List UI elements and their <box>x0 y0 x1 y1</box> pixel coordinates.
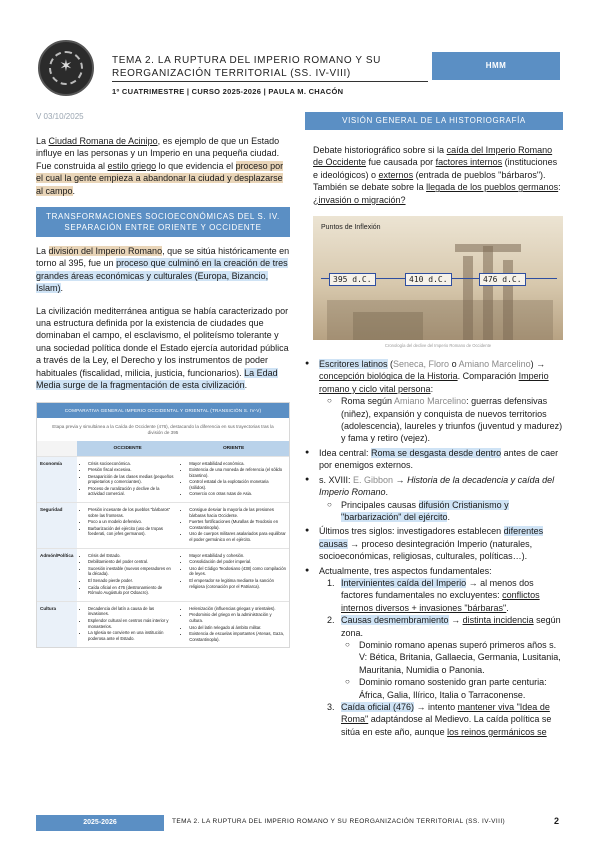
comparison-grid <box>37 441 289 648</box>
page-footer <box>0 815 600 833</box>
list-item: ● Escritores latinos (Seneca, Floro o Amiano Marcelino) → concepción biológica de la Historia. Comparación Imperio romano y ciclo vital persona: ○ Roma según Amiano Marcelino: guerras defensivas (niñez), expansión y conquista de nuevos territorios (adolescencia), laureles y triunfos (juventud y madurez) y fama y retiro (vejez). <box>305 358 563 445</box>
list-item: • El emperador se legitima mediante la sanción religiosa (coronación por el Patriarca). <box>189 578 286 589</box>
table-row <box>37 548 289 601</box>
list-item: • Uso del Código Teodosiano (438) como compilación de leyes. <box>189 566 286 577</box>
section-title-transformaciones: TRANSFORMACIONES SOCIOECONÓMICAS DEL S. IV. SEPARACIÓN ENTRE ORIENTE Y OCCIDENTE <box>36 207 290 237</box>
document-subtitle: 1º CUATRIMESTRE | CURSO 2025-2026 | PAULA M. CHACÓN <box>112 87 344 96</box>
list-item: • Caída oficial en 476 (destronamiento de Rómulo Augústulo por Odoacro). <box>88 585 175 596</box>
list-item: • Control estatal de la explotación monetaria (sólidos). <box>189 479 286 490</box>
list-item: ● Idea central: Roma se desgasta desde dentro antes de caer por enemigos externos. <box>305 447 563 472</box>
debate-paragraph: Debate historiográfico sobre si la caída del Imperio Romano de Occidente fue causada por factores internos (instituciones e ideológicos) o externos (entrada de pueblos "bárbaros"). También se debate sobre la llegada de los pueblos germanos: ¿invasión o migración? <box>313 145 561 205</box>
version-label: V 03/10/2025 <box>36 112 84 121</box>
list-item: • Sucesión inestable (nuevos emperadores en la década). <box>88 566 175 577</box>
header-title-block <box>112 54 432 96</box>
list-item: • La Iglesia se convierte en una institución poderosa ante el Estado. <box>88 630 175 641</box>
year-marker-476: 476 d.C. <box>479 273 526 286</box>
document-title: TEMA 2. LA RUPTURA DEL IMPERIO ROMANO Y SU REORGANIZACIÓN TERRITORIAL (SS. IV-VIII) <box>112 55 381 79</box>
column-header-occidente: OCCIDENTE <box>77 441 178 457</box>
list-item: • Crisis socioeconómica. <box>88 461 175 467</box>
footer-year: 2025-2026 <box>36 815 164 831</box>
year-marker-395: 395 d.C. <box>329 273 376 286</box>
list-item: • Debilitamiento del poder central. <box>88 559 175 565</box>
list-item: • Crisis del Estado. <box>88 553 175 559</box>
title-divider <box>112 81 428 82</box>
numbered-item: 2. Causas desmembramiento → distinta incidencia según zona. ○ Dominio romano apenas superó primeros años s. V: Bética, Britania, Gallaecia, Germania, Lusitania, Mauritania, Numidia o Panonia. ○ Dominio romano sostenido gran parte centuria: África, Galia, Ilírico, Italia o Tarraconense. <box>327 614 563 701</box>
list-item: • Uso de cuerpos militares asalariados para equilibrar el poder germánico en el ejército. <box>189 531 286 542</box>
corner-cell <box>37 441 77 457</box>
cell-oriente <box>178 548 289 601</box>
historiography-list <box>305 358 563 738</box>
list-item: • Proceso de ruralización y declive de la actividad comercial. <box>88 486 175 497</box>
list-item: • Consigue desviar la mayoría de las presiones bárbaras hacia Occidente. <box>189 507 286 518</box>
subject-badge: HMM <box>432 52 560 80</box>
cell-oriente <box>178 503 289 549</box>
row-label: Economía <box>37 456 77 503</box>
row-label: Seguridad <box>37 503 77 549</box>
year-marker-410: 410 d.C. <box>405 273 452 286</box>
figure-label: Puntos de Inflexión <box>321 224 381 232</box>
column-header-oriente: ORIENTE <box>178 441 289 457</box>
row-label: Admón/Política <box>37 548 77 601</box>
list-item: • Uso del latín relegado al ámbito militar. <box>189 625 286 631</box>
cell-oriente <box>178 456 289 503</box>
list-item: ● Actualmente, tres aspectos fundamentales: 1. Intervinientes caída del Imperio → al menos dos factores fundamentales no excluyentes: conflictos internos diversos + invasiones "bárbaras". 2. Causas desmembramiento → distinta incidencia según zona. ○ Dominio romano apenas superó primeros años s. V: Bética, Britania, Gallaecia, Germania, Lusitania, Mauritania, Numidia o Panonia. ○ Dominio romano sostenido gran parte centuria: África, Galia, Ilírico, Italia o Tarraconense. 3. Caída oficial (476) → intento mantener viva "Idea de Roma" adaptándose al Medievo. La caída política se sitúa en este año, aunque los reinos germánicos se <box>305 565 563 739</box>
numbered-item: 1. Intervinientes caída del Imperio → al menos dos factores fundamentales no excluyentes: conflictos internos diversos + invasiones "bárbaras". <box>327 577 540 613</box>
table-row <box>37 503 289 549</box>
footer-title: TEMA 2. LA RUPTURA DEL IMPERIO ROMANO Y SU REORGANIZACIÓN TERRITORIAL (SS. IV-VIII) <box>172 818 506 825</box>
numbered-item: 3. Caída oficial (476) → intento mantener viva "Idea de Roma" adaptándose al Medievo. La caída política se sitúa en este año, aunque los reinos germánicos se <box>327 702 552 737</box>
list-item: • El Senado pierde poder. <box>88 578 175 584</box>
cell-occidente <box>77 503 178 549</box>
intro-paragraph: La Ciudad Romana de Acinipo, es ejemplo de que un Estado influye en las personas y un Imperio en una pequeña ciudad. Fue construida al estilo griego lo que evidencia el proceso por el cual la gente empieza a abandonar la ciudad y desplazarse al campo. <box>36 136 284 196</box>
left-column <box>36 112 290 648</box>
row-label: Cultura <box>37 601 77 647</box>
university-seal-icon: ✶ <box>38 40 94 96</box>
right-column <box>305 112 563 740</box>
section-title-historiografia: VISIÓN GENERAL DE LA HISTORIOGRAFÍA <box>305 112 563 130</box>
list-item: • Existencia de escuelas importantes (Atenas, Gaza, Constantinopla). <box>189 631 286 642</box>
list-item: • Mayor estabilidad económica. <box>189 461 286 467</box>
cell-occidente <box>77 548 178 601</box>
table-row <box>37 456 289 503</box>
list-item: • Poco a un modelo defensivo. <box>88 519 175 525</box>
turning-points-figure <box>313 216 563 340</box>
list-item: • Mayor estabilidad y cohesión. <box>189 553 286 559</box>
page-header <box>0 0 600 100</box>
division-paragraph: La división del Imperio Romano, que se sitúa históricamente en torno al 395, fue un proceso que culminó en la creación de tres grandes áreas económicas y culturales (Europa, Bizancio, Islam). <box>36 246 290 294</box>
civilization-paragraph: La civilización mediterránea antigua se había caracterizado por una estructura definida por la existencia de ciudades que dominaban el campo, el esclavismo, el politeísmo tolerante y una sociedad política donde el Estado ejercía autoridad pública a través de la Ley, el Derecho y los instrumentos de poder habituales (fiscalidad, milicia, justicia, funcionarios). La Edad Media surge de la fragmentación de esta civilización. <box>36 305 289 391</box>
sub-list-item: ○ Dominio romano apenas superó primeros años s. V: Bética, Britania, Gallaecia, Germania, Lusitania, Mauritania, Numidia o Panonia. <box>345 639 563 676</box>
list-item: • Predominio del griego en la administración y cultura. <box>189 612 286 623</box>
sub-list-item: ○ Dominio romano sostenido gran parte centuria: África, Galia, Ilírico, Italia o Tarraconense. <box>345 676 563 701</box>
list-item: • Presión fiscal excesiva. <box>88 467 175 473</box>
sub-list-item: ○ Roma según Amiano Marcelino: guerras defensivas (niñez), expansión y conquista de nuevos territorios (adolescencia), laureles y triunfos (juventud y madurez) y fama y retiro (vejez). <box>327 395 563 445</box>
comparison-table <box>36 402 290 649</box>
list-item: • Helenización (influencias griegas y orientales). <box>189 606 286 612</box>
list-item: • Presión incesante de los pueblos "bárbaros" sobre las fronteras. <box>88 507 175 518</box>
figure-caption: Cronología del declive del Imperio Romano de Occidente <box>384 343 492 349</box>
comparison-table-note: Etapa previa y simultánea a la Caída de Occidente (476), destacando la diferencia en sus trayectorias tras la división de 395 <box>52 423 274 435</box>
cell-occidente <box>77 601 178 647</box>
comparison-table-heading: COMPARATIVA GENERAL IMPERIO OCCIDENTAL Y ORIENTAL (TRANSICIÓN S. IV-V) <box>37 403 289 418</box>
cell-occidente <box>77 456 178 503</box>
list-item: • Fuertes fortificaciones (Murallas de Teodosio en Constantinopla). <box>189 519 286 530</box>
list-item: • Barbarización del ejército (uso de tropas foederati, con jefes germanos). <box>88 526 175 537</box>
list-item: • Consolidación del poder imperial. <box>189 559 286 565</box>
list-item: ● s. XVIII: E. Gibbon → Historia de la decadencia y caída del Imperio Romano. ○ Principales causas difusión Cristianismo y "barbarización" del ejército. <box>305 474 563 524</box>
page-number: 2 <box>554 816 560 826</box>
list-item: • Comercio con otras rutas de Asia. <box>189 491 286 497</box>
cell-oriente <box>178 601 289 647</box>
list-item: • Existencia de una moneda de referencia (el sólido bizantino). <box>189 467 286 478</box>
list-item: • Desaparición de las clases medias (pequeños propietarios y comerciantes). <box>88 474 175 485</box>
sub-list-item: ○ Principales causas difusión Cristianismo y "barbarización" del ejército. <box>327 499 563 524</box>
table-row <box>37 601 289 647</box>
list-item: ● Últimos tres siglos: investigadores establecen diferentes causas → proceso desintegración Imperio (naturales, socioeconómicas, religiosas, culturales, políticas…). <box>305 525 563 562</box>
list-item: • Decadencia del latín a causa de las invasiones. <box>88 606 175 617</box>
list-item: • Esplendor cultural en centros más interior y monasterios. <box>88 618 175 629</box>
